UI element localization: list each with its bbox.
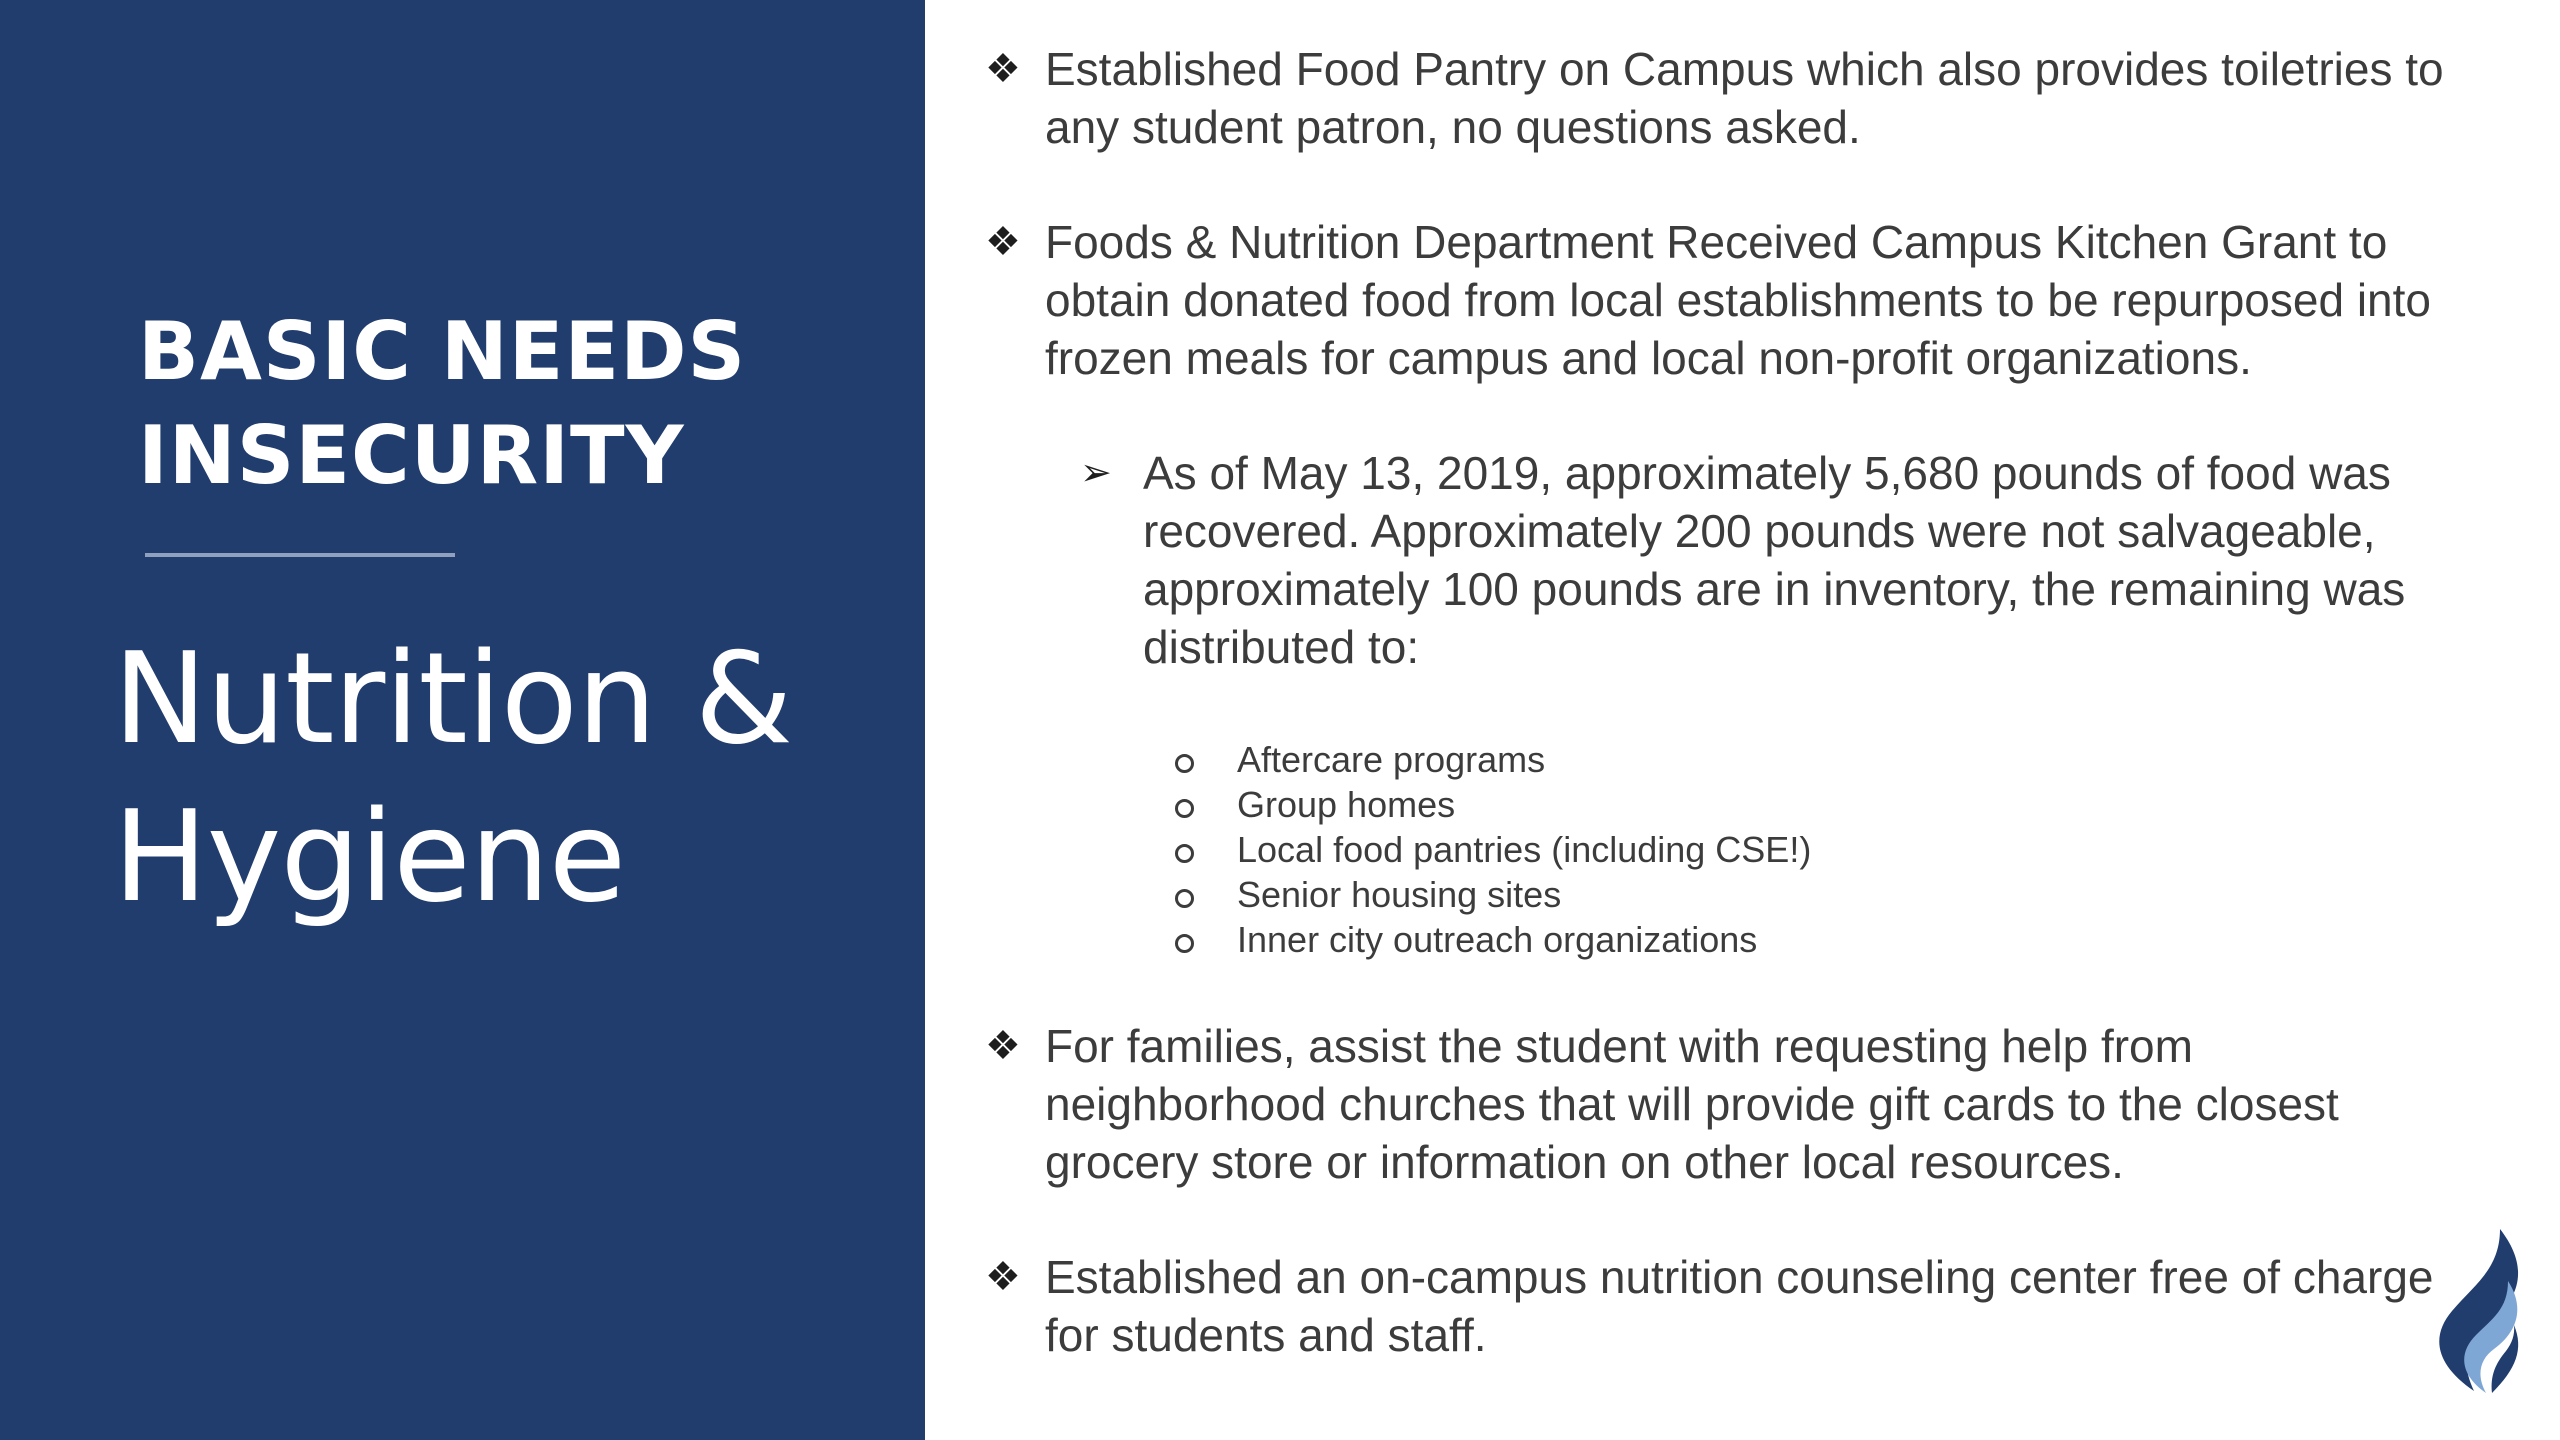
slide-subtitle — [113, 620, 792, 936]
list-item — [1175, 827, 1811, 872]
flame-logo-icon — [2430, 1225, 2525, 1395]
section-heading — [138, 300, 746, 508]
circle-bullet-icon — [1175, 799, 1194, 818]
circle-bullet-icon — [1175, 844, 1194, 863]
arrowhead-bullet-icon: ➢ — [1080, 452, 1112, 494]
diamond-bullet-icon: ❖ — [985, 220, 1021, 264]
bullet-line: Foods & Nutrition Department Received Campus Kitchen Grant to — [1045, 216, 2388, 268]
list-item-label: Inner city outreach organizations — [1237, 919, 1758, 960]
slide-subtitle-line-2: Hygiene — [113, 783, 626, 930]
sub-bullet-line: distributed to: — [1143, 621, 1420, 673]
sub-bullet-line: recovered. Approximately 200 pounds were not salvageable, — [1143, 505, 2376, 557]
bullet-text — [1045, 40, 2455, 156]
circle-bullet-icon — [1175, 934, 1194, 953]
circle-bullet-icon — [1175, 889, 1194, 908]
diamond-bullet-icon: ❖ — [985, 47, 1021, 91]
section-heading-line-2: INSECURITY — [138, 409, 685, 502]
bullet-text — [1045, 1017, 2455, 1191]
sub-bullet-line: approximately 100 pounds are in inventory, the remaining was — [1143, 563, 2406, 615]
list-item — [1175, 782, 1811, 827]
list-item — [1175, 737, 1811, 782]
diamond-bullet-icon: ❖ — [985, 1024, 1021, 1068]
distribution-list — [1175, 737, 1811, 962]
bullet-line: Established an on-campus nutrition counseling center free of charge — [1045, 1251, 2434, 1303]
list-item-label: Senior housing sites — [1237, 874, 1562, 915]
list-item-label: Aftercare programs — [1237, 739, 1546, 780]
bullet-line: obtain donated food from local establishments to be repurposed into — [1045, 274, 2431, 326]
bullet-line: frozen meals for campus and local non-profit organizations. — [1045, 332, 2252, 384]
diamond-bullet-icon: ❖ — [985, 1255, 1021, 1299]
slide-subtitle-line-1: Nutrition & — [113, 625, 792, 772]
list-item-label: Local food pantries (including CSE!) — [1237, 829, 1812, 870]
bullet-line: Established Food Pantry on Campus which also provides toiletries to — [1045, 43, 2444, 95]
list-item — [1175, 872, 1811, 917]
bullet-line: grocery store or information on other local resources. — [1045, 1136, 2124, 1188]
sub-bullet-line: As of May 13, 2019, approximately 5,680 pounds of food was — [1143, 447, 2391, 499]
list-item-label: Group homes — [1237, 784, 1456, 825]
list-item — [1175, 917, 1811, 962]
left-title-panel — [0, 0, 925, 1440]
circle-bullet-icon — [1175, 754, 1194, 773]
bullet-text — [1045, 1248, 2455, 1364]
sub-bullet-text — [1143, 444, 2443, 676]
bullet-line: For families, assist the student with requesting help from — [1045, 1020, 2193, 1072]
bullet-line: neighborhood churches that will provide gift cards to the closest — [1045, 1078, 2339, 1130]
bullet-line: any student patron, no questions asked. — [1045, 101, 1861, 153]
heading-divider — [145, 553, 455, 557]
bullet-line: for students and staff. — [1045, 1309, 1487, 1361]
section-heading-line-1: BASIC NEEDS — [138, 305, 747, 398]
bullet-text — [1045, 213, 2455, 387]
